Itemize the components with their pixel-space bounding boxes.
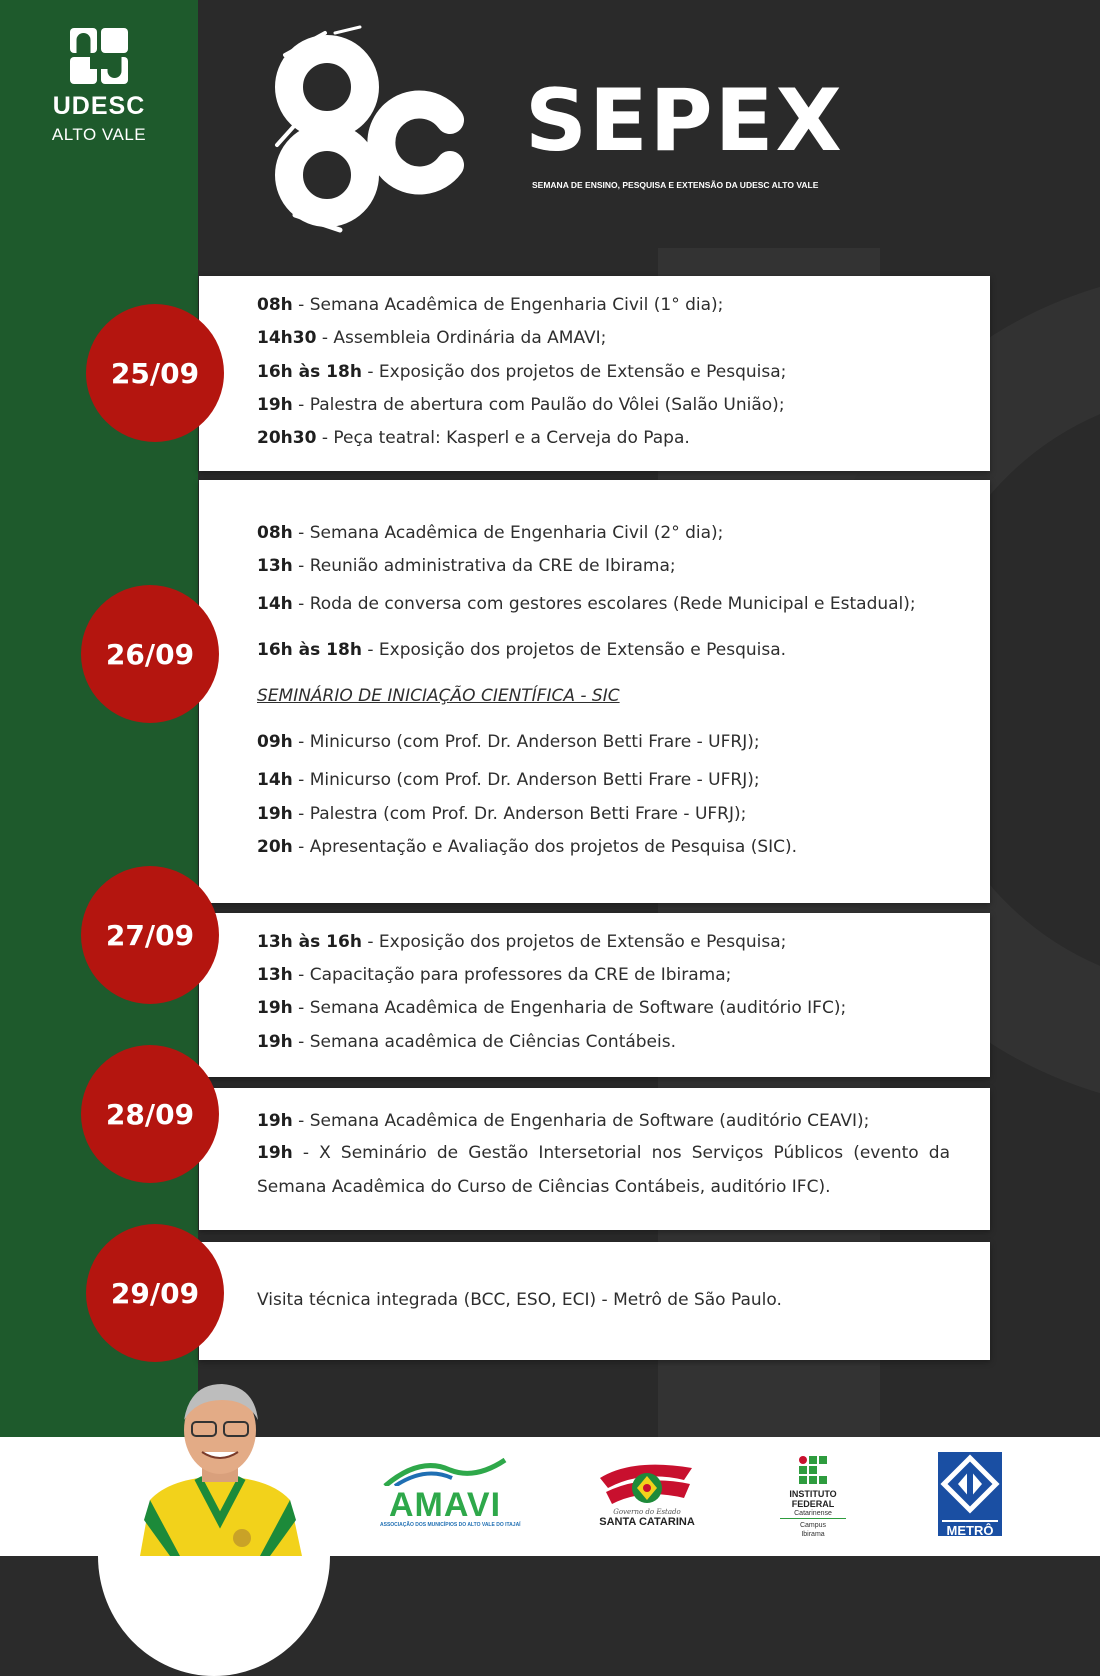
date-badge-27-09: 27/09 [81,866,219,1004]
schedule-item [257,594,950,614]
metro-name: METRÔ [942,1520,998,1538]
schedule-item [257,1032,950,1052]
schedule-item [257,523,950,543]
item-time: 19h [257,998,293,1018]
santa-catarina-name: SANTA CATARINA [599,1516,695,1528]
item-text: - Reunião administrativa da CRE de Ibirama; [292,556,676,576]
item-time: 16h às 18h [257,362,362,382]
item-time: 19h [257,1032,293,1052]
item-text: - Palestra (com Prof. Dr. Anderson Betti Frare - UFRJ); [292,804,747,824]
item-time: 16h às 18h [257,640,362,660]
item-text: - Assembleia Ordinária da AMAVI; [316,328,607,348]
schedule-item [257,556,950,576]
item-time: 13h [257,556,293,576]
schedule-item [257,1111,950,1131]
if-line5: Ibirama [801,1531,825,1538]
date-badge-29-09: 29/09 [86,1224,224,1362]
schedule-item [257,932,950,952]
santa-catarina-gov: Governo do Estado [613,1508,681,1516]
schedule-item [257,965,950,985]
item-text: - Exposição dos projetos de Extensão e Pesquisa; [361,362,787,382]
item-time: 13h às 16h [257,932,362,952]
if-line3: Catarinense [780,1509,846,1519]
day-card-26-09 [199,480,990,903]
item-text: - Capacitação para professores da CRE de Ibirama; [292,965,732,985]
if-line1: INSTITUTO [789,1489,837,1499]
if-line2: FEDERAL [791,1499,835,1509]
item-time: 20h [257,837,293,857]
metro-logo [938,1452,1002,1536]
date-badge-28-09: 28/09 [81,1045,219,1183]
item-text: - Semana Acadêmica de Engenharia de Software (auditório CEAVI); [292,1111,870,1131]
schedule-item [257,1290,950,1310]
item-text: - Peça teatral: Kasperl e a Cerveja do Papa. [316,428,690,448]
item-text: - Exposição dos projetos de Extensão e Pesquisa. [361,640,787,660]
page-title: SEPEX [525,71,844,171]
item-time: 14h30 [257,328,317,348]
schedule-item [257,732,950,752]
page-subtitle: SEMANA DE ENSINO, PESQUISA E EXTENSÃO DA UDESC ALTO VALE [532,180,819,190]
item-time: 08h [257,295,293,315]
item-time: 14h [257,594,293,614]
item-text: - Roda de conversa com gestores escolares (Rede Municipal e Estadual); [292,594,916,614]
schedule-item [257,295,950,315]
schedule-item [257,328,950,348]
amavi-mountain-icon [380,1456,510,1486]
item-time: 20h30 [257,428,317,448]
santa-catarina-flag-icon [592,1458,702,1514]
item-text: - Semana Acadêmica de Engenharia de Software (auditório IFC); [292,998,847,1018]
item-time: 14h [257,770,293,790]
udesc-name: UDESC [52,92,146,120]
santa-catarina-logo [592,1458,702,1528]
item-text: - Semana acadêmica de Ciências Contábeis. [292,1032,677,1052]
schedule-item [257,362,950,382]
udesc-logo [40,28,158,145]
day-card-28-09 [199,1088,990,1230]
speaker-photo [130,1380,310,1556]
item-time: 19h [257,804,293,824]
instituto-federal-logo [780,1455,846,1539]
item-time: 08h [257,523,293,543]
metro-diamond-icon [938,1452,1002,1516]
day-card-27-09 [199,913,990,1077]
item-text: - Minicurso (com Prof. Dr. Anderson Betti Frare - UFRJ); [292,770,760,790]
item-time: 19h [257,1143,293,1163]
udesc-campus: ALTO VALE [51,125,147,144]
amavi-subtitle: ASSOCIAÇÃO DOS MUNICÍPIOS DO ALTO VALE DO ITAJAÍ [380,1522,521,1528]
item-text: - Apresentação e Avaliação dos projetos de Pesquisa (SIC). [292,837,798,857]
item-time: 19h [257,1111,293,1131]
schedule-item [257,770,950,790]
if-line4: Campus [799,1522,827,1529]
date-badge-26-09: 26/09 [81,585,219,723]
schedule-item [257,837,950,857]
item-text: - X Seminário de Gestão Intersetorial nos Serviços Públicos (evento da Semana Acadêmica do Curso de Ciências Contábeis, auditório IFC). [257,1143,950,1197]
item-text: - Semana Acadêmica de Engenharia Civil (1° dia); [292,295,724,315]
amavi-name: AMAVI [388,1486,502,1524]
instituto-federal-icon [798,1455,828,1485]
schedule-item [257,804,950,824]
item-text: - Palestra de abertura com Paulão do Vôlei (Salão União); [292,395,785,415]
item-time: 09h [257,732,293,752]
day-card-25-09 [199,276,990,471]
schedule-item [257,1136,950,1204]
item-text: - Minicurso (com Prof. Dr. Anderson Betti Frare - UFRJ); [292,732,760,752]
udesc-logo-icon [70,28,128,84]
item-text: - Exposição dos projetos de Extensão e Pesquisa; [361,932,787,952]
item-time: 19h [257,395,293,415]
schedule-item [257,640,950,660]
sepex-symbol-icon [265,25,470,235]
item-text: Visita técnica integrada (BCC, ESO, ECI) - Metrô de São Paulo. [257,1290,782,1310]
section-title-sic: SEMINÁRIO DE INICIAÇÃO CIENTÍFICA - SIC [257,686,620,706]
day-card-29-09 [199,1242,990,1360]
date-badge-25-09: 25/09 [86,304,224,442]
item-text: - Semana Acadêmica de Engenharia Civil (2° dia); [292,523,724,543]
item-time: 13h [257,965,293,985]
amavi-logo [380,1456,521,1528]
schedule-item [257,998,950,1018]
schedule-item [257,428,950,448]
schedule-item [257,395,950,415]
